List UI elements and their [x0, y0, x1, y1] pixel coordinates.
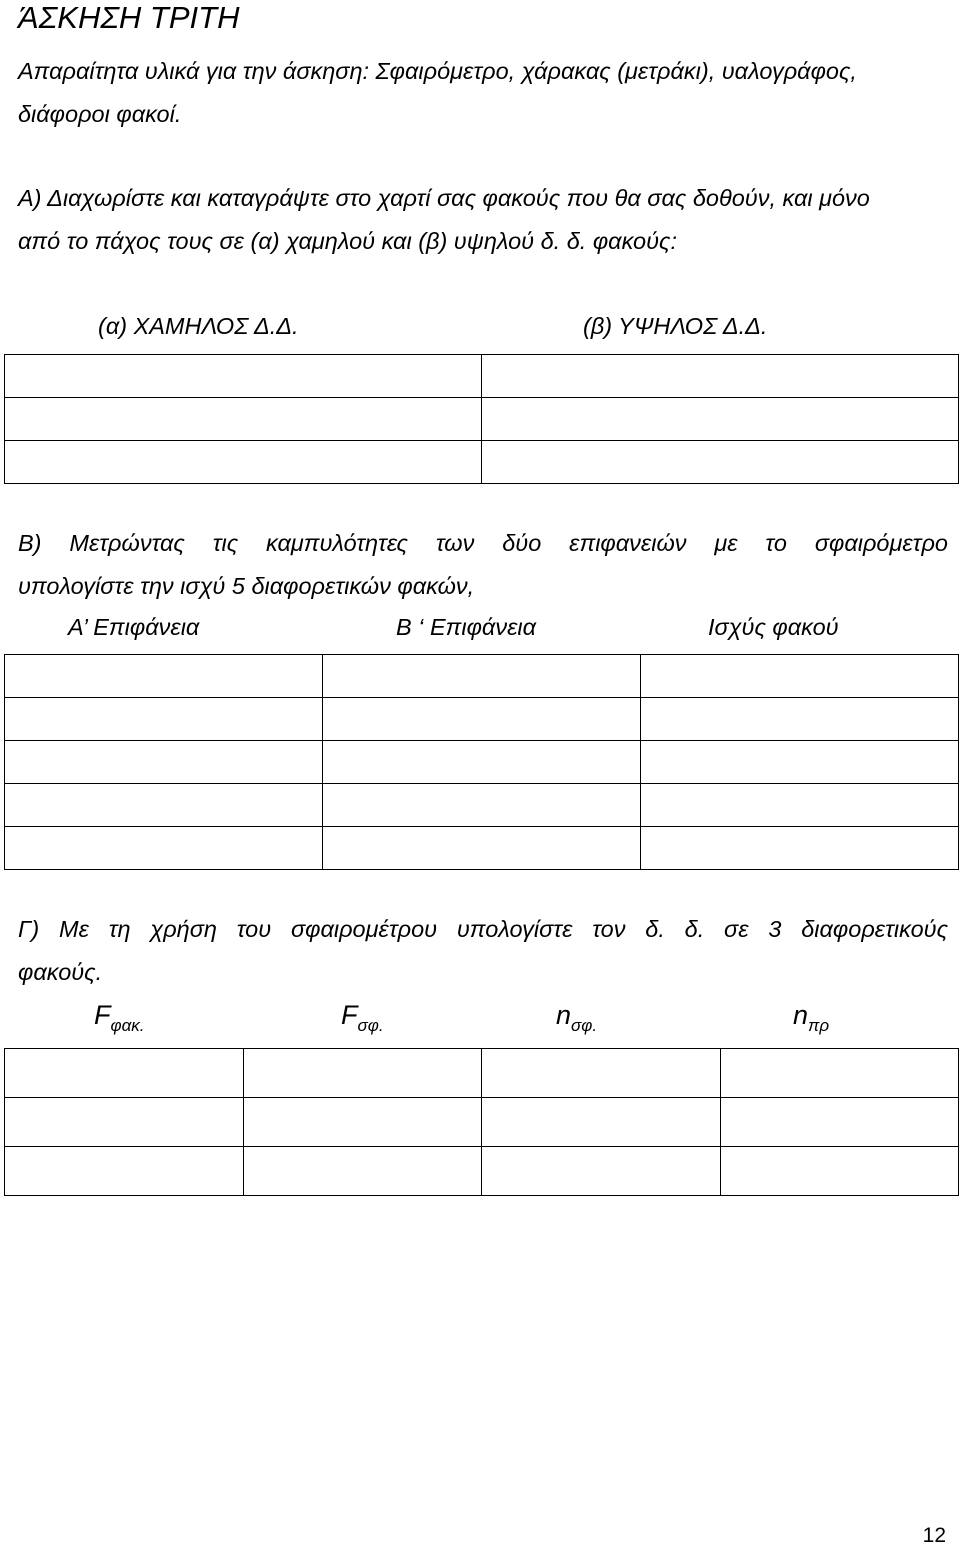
table-cell[interactable] — [482, 1098, 721, 1147]
table-cell[interactable] — [482, 398, 959, 441]
part-a-header-low: (α) ΧΑΜΗΛΟΣ Δ.Δ. — [98, 313, 299, 339]
table-cell[interactable] — [5, 827, 323, 870]
table-cell[interactable] — [641, 827, 959, 870]
part-c-header-f-lens — [94, 1000, 145, 1035]
table-cell[interactable] — [243, 1147, 482, 1196]
table-row — [5, 1098, 959, 1147]
table-row — [5, 741, 959, 784]
table-cell[interactable] — [5, 441, 482, 484]
table-cell[interactable] — [482, 441, 959, 484]
part-b-header-surface-a: Α’ Επιφάνεια — [68, 614, 200, 640]
part-c-header-n-sphere — [556, 1000, 598, 1035]
table-row — [5, 398, 959, 441]
header-main: F — [341, 1000, 358, 1030]
part-c-header-n-pr — [793, 1000, 830, 1035]
header-main: n — [556, 1000, 572, 1030]
table-cell[interactable] — [5, 655, 323, 698]
table-row — [5, 1049, 959, 1098]
table-cell[interactable] — [720, 1098, 959, 1147]
table-cell[interactable] — [641, 784, 959, 827]
part-c-line-2: φακούς. — [18, 959, 103, 985]
part-b-header-lens-power: Ισχύς φακού — [708, 614, 839, 640]
table-cell[interactable] — [720, 1049, 959, 1098]
header-subscript: σφ. — [357, 1016, 384, 1035]
table-cell[interactable] — [5, 398, 482, 441]
part-b-table — [4, 654, 959, 870]
header-subscript: πρ — [808, 1016, 830, 1035]
header-subscript: φακ. — [110, 1016, 145, 1035]
materials-line-2: διάφοροι φακοί. — [18, 101, 182, 127]
header-subscript: σφ. — [571, 1016, 598, 1035]
part-b-line-2: υπολογίστε την ισχύ 5 διαφορετικών φακών, — [18, 573, 475, 599]
table-row — [5, 827, 959, 870]
table-row — [5, 655, 959, 698]
part-c-header-f-sphere — [341, 1000, 384, 1035]
page-title: ΆΣΚΗΣΗ ΤΡΙΤΗ — [18, 0, 240, 35]
table-cell[interactable] — [5, 698, 323, 741]
table-cell[interactable] — [323, 698, 641, 741]
table-cell[interactable] — [323, 784, 641, 827]
table-cell[interactable] — [5, 784, 323, 827]
page-number: 12 — [922, 1524, 946, 1547]
table-cell[interactable] — [243, 1098, 482, 1147]
table-cell[interactable] — [5, 741, 323, 784]
table-cell[interactable] — [482, 355, 959, 398]
header-main: F — [94, 1000, 111, 1030]
part-a-table — [4, 354, 959, 484]
header-main: n — [793, 1000, 809, 1030]
table-row — [5, 441, 959, 484]
part-a-header-high: (β) ΥΨΗΛΟΣ Δ.Δ. — [583, 313, 768, 339]
table-cell[interactable] — [641, 655, 959, 698]
table-cell[interactable] — [720, 1147, 959, 1196]
table-cell[interactable] — [323, 827, 641, 870]
table-cell[interactable] — [323, 655, 641, 698]
table-cell[interactable] — [5, 1147, 244, 1196]
table-cell[interactable] — [482, 1049, 721, 1098]
part-c-table — [4, 1048, 959, 1196]
table-row — [5, 355, 959, 398]
table-cell[interactable] — [482, 1147, 721, 1196]
table-cell[interactable] — [5, 1098, 244, 1147]
part-b-line-1: Β) Μετρώντας τις καμπυλότητες των δύο επιφανειών με το σφαιρόμετρο — [18, 530, 948, 556]
table-row — [5, 1147, 959, 1196]
materials-line-1: Απαραίτητα υλικά για την άσκηση: Σφαιρόμετρο, χάρακας (μετράκι), υαλογράφος, — [18, 58, 857, 84]
table-row — [5, 784, 959, 827]
part-c-line-1: Γ) Με τη χρήση του σφαιρομέτρου υπολογίστε τον δ. δ. σε 3 διαφορετικούς — [18, 916, 948, 942]
table-row — [5, 698, 959, 741]
table-cell[interactable] — [243, 1049, 482, 1098]
table-cell[interactable] — [641, 741, 959, 784]
part-a-line-1: Α) Διαχωρίστε και καταγράψτε στο χαρτί σας φακούς που θα σας δοθούν, και μόνο — [18, 185, 870, 211]
part-b-header-surface-b: Β ‘ Επιφάνεια — [396, 614, 537, 640]
table-cell[interactable] — [641, 698, 959, 741]
table-cell[interactable] — [5, 355, 482, 398]
table-cell[interactable] — [323, 741, 641, 784]
part-a-line-2: από το πάχος τους σε (α) χαμηλού και (β) υψηλού δ. δ. φακούς: — [18, 228, 677, 254]
table-cell[interactable] — [5, 1049, 244, 1098]
